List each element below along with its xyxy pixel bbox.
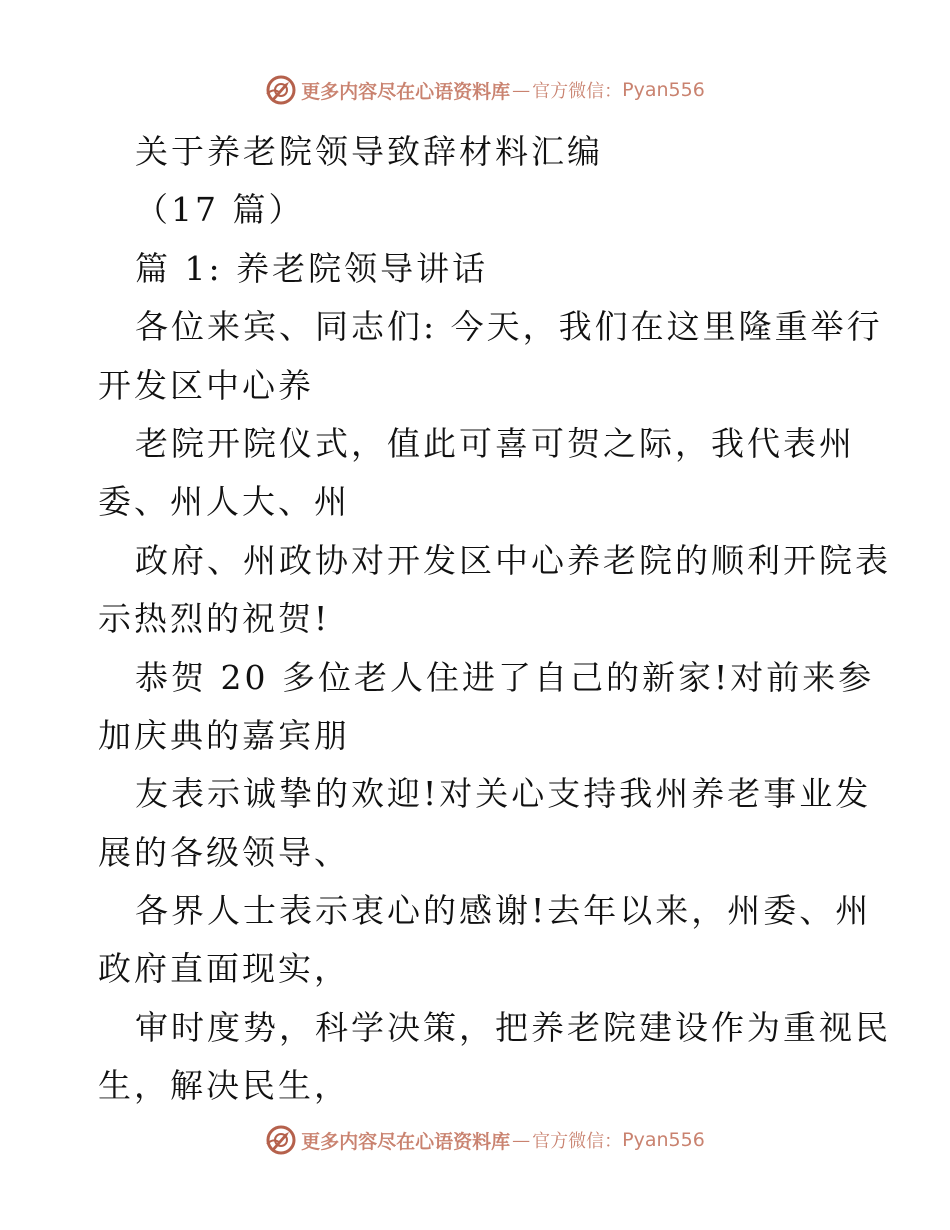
text-line: 开发区中心养	[98, 365, 314, 405]
brand-logo-icon	[265, 74, 297, 106]
text-line: 示热烈的祝贺!	[98, 599, 331, 639]
banner-dash: —	[512, 1129, 531, 1151]
brand-logo-icon	[265, 1124, 297, 1156]
text-line: 展的各级领导、	[98, 832, 350, 872]
header-banner-content	[265, 74, 705, 106]
text-line: 加庆典的嘉宾朋	[98, 715, 350, 755]
banner-wechat-label: 官方微信：	[532, 1131, 623, 1152]
banner-wechat-label: 官方微信：	[532, 81, 623, 102]
document-title: 关于养老院领导致辞材料汇编	[135, 132, 603, 171]
footer-banner	[0, 1120, 950, 1160]
text-line: 恭贺 20 多位老人住进了自己的新家!对前来参	[135, 657, 875, 697]
banner-site-text: 更多内容尽在心语资料库	[301, 1130, 511, 1153]
text-line: 老院开院仪式，值此可喜可贺之际，我代表州	[135, 423, 855, 463]
text-line: 政府直面现实，	[98, 949, 350, 989]
document-subtitle: （17 篇）	[135, 190, 305, 230]
banner-dash: —	[512, 79, 531, 101]
text-line: 生，解决民生，	[98, 1066, 350, 1106]
text-line: 篇 1: 养老院领导讲话	[135, 248, 489, 288]
document-body	[98, 123, 891, 1116]
text-line: 审时度势，科学决策，把养老院建设作为重视民	[135, 1007, 891, 1047]
banner-wechat-id: Pyan556	[622, 79, 705, 101]
header-banner	[0, 70, 950, 110]
text-line: 友表示诚挚的欢迎!对关心支持我州养老事业发	[135, 774, 872, 814]
text-line: 政府、州政协对开发区中心养老院的顺利开院表	[135, 540, 891, 580]
banner-site-text: 更多内容尽在心语资料库	[301, 80, 511, 103]
text-line: 委、州人大、州	[98, 482, 350, 522]
text-line: 各界人士表示衷心的感谢!去年以来，州委、州	[135, 891, 872, 931]
text-line: 各位来宾、同志们: 今天，我们在这里隆重举行	[135, 307, 883, 347]
footer-banner-content	[265, 1124, 705, 1156]
banner-wechat-id: Pyan556	[622, 1129, 705, 1151]
